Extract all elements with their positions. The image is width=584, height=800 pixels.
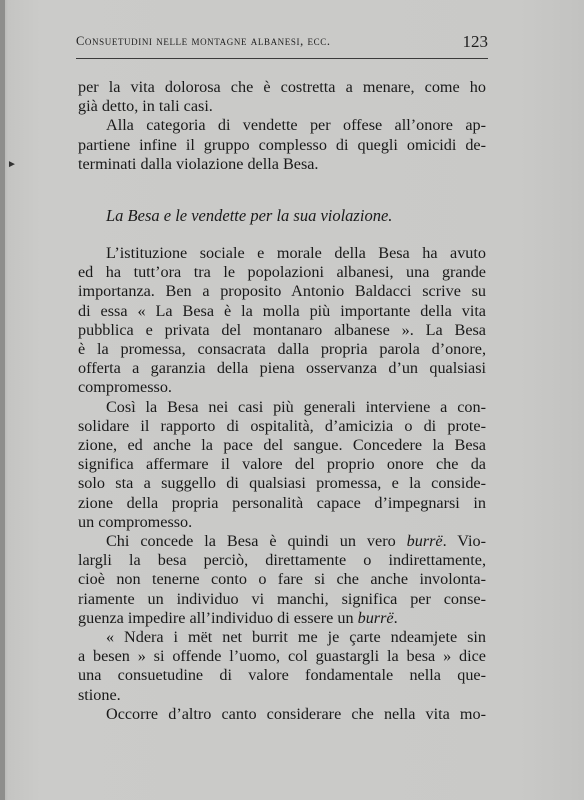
text-line: Alla categoria di vendette per offese all’onore ap-: [106, 116, 486, 135]
text-line: solo sta a suggello di qualsiasi promessa, e la conside-: [78, 474, 486, 493]
text-line: [78, 532, 486, 551]
page-edge: [0, 0, 5, 800]
section-heading: La Besa e le vendette per la sua violazione.: [106, 206, 393, 225]
text-line: terminati dalla violazione della Besa.: [78, 154, 319, 173]
text-line: una consuetudine di valore fondamentale nella que-: [78, 666, 486, 685]
text-run: guenza impedire all’individuo di essere un: [78, 608, 358, 627]
text-line: « Ndera i mët net burrit me je çarte ndeamjete sin: [106, 628, 486, 647]
paragraph: [78, 116, 486, 174]
text-line: già detto, in tali casi.: [78, 97, 213, 116]
text-line: Così la Besa nei casi più generali interviene a con-: [106, 397, 486, 416]
text-line: un compromesso.: [78, 512, 193, 531]
margin-mark: ►: [7, 159, 17, 170]
running-header: [76, 30, 488, 56]
paragraph: [78, 628, 486, 705]
text-line: Occorre d’altro canto considerare che nella vita mo-: [106, 704, 486, 723]
text-run: .: [393, 608, 398, 627]
text-line: di essa « La Besa è la molla più importante della vita: [78, 301, 486, 320]
text-line: [78, 609, 486, 628]
header-title: Consuetudini nelle montagne albanesi, ecc.: [76, 34, 331, 48]
text-line: pubblica e privata del montanaro albanese ». La Besa: [78, 320, 486, 339]
text-line: significa affermare il valore del proprio onore che da: [78, 455, 486, 474]
text-line: zione della propria personalità capace d’impegnarsi in: [78, 493, 486, 512]
text-line: importanza. Ben a proposito Antonio Baldacci scrive su: [78, 282, 486, 301]
text-line: ed ha tutt’ora tra le popolazioni albanesi, una grande: [78, 263, 486, 282]
paragraph: [78, 705, 486, 724]
text-block-top: [78, 78, 486, 174]
text-line: zione, ed anche la pace del sangue. Concedere la Besa: [78, 436, 486, 455]
paragraph: [78, 244, 486, 398]
italic-term: burrë: [406, 532, 443, 551]
text-line: solidare il rapporto di ospitalità, d’amicizia o di prote-: [78, 416, 486, 435]
text-line: a besen » si offende l’uomo, col guastargli la besa » dice: [78, 647, 486, 666]
text-line: largli la besa perciò, direttamente o indirettamente,: [78, 551, 486, 570]
text-block-main: [78, 244, 486, 724]
text-run: . Vio-: [442, 532, 487, 551]
text-line: L’istituzione sociale e morale della Besa ha avuto: [106, 244, 486, 262]
text-line: offerta a garanzia della piena osservanza d’un qualsiasi: [78, 359, 486, 378]
text-line: compromesso.: [78, 378, 172, 397]
paragraph-continued: [78, 78, 486, 116]
text-line: partiene infine il gruppo complesso di quegli omicidi de-: [78, 135, 486, 154]
paragraph: [78, 532, 486, 628]
text-line: stione.: [78, 685, 121, 704]
paragraph: [78, 398, 486, 532]
text-line: è la promessa, consacrata dalla propria parola d’onore,: [78, 340, 486, 359]
text-line: riamente un individuo vi manchi, significa per conse-: [78, 589, 486, 608]
italic-term: burrë: [357, 608, 394, 627]
text-line: cioè non tenerne conto o fare si che anche involonta-: [78, 570, 486, 589]
header-rule: [76, 58, 488, 59]
page-number: 123: [462, 32, 488, 51]
text-line: per la vita dolorosa che è costretta a menare, come ho: [78, 78, 486, 96]
text-run: Chi concede la Besa è quindi un vero: [106, 532, 407, 551]
